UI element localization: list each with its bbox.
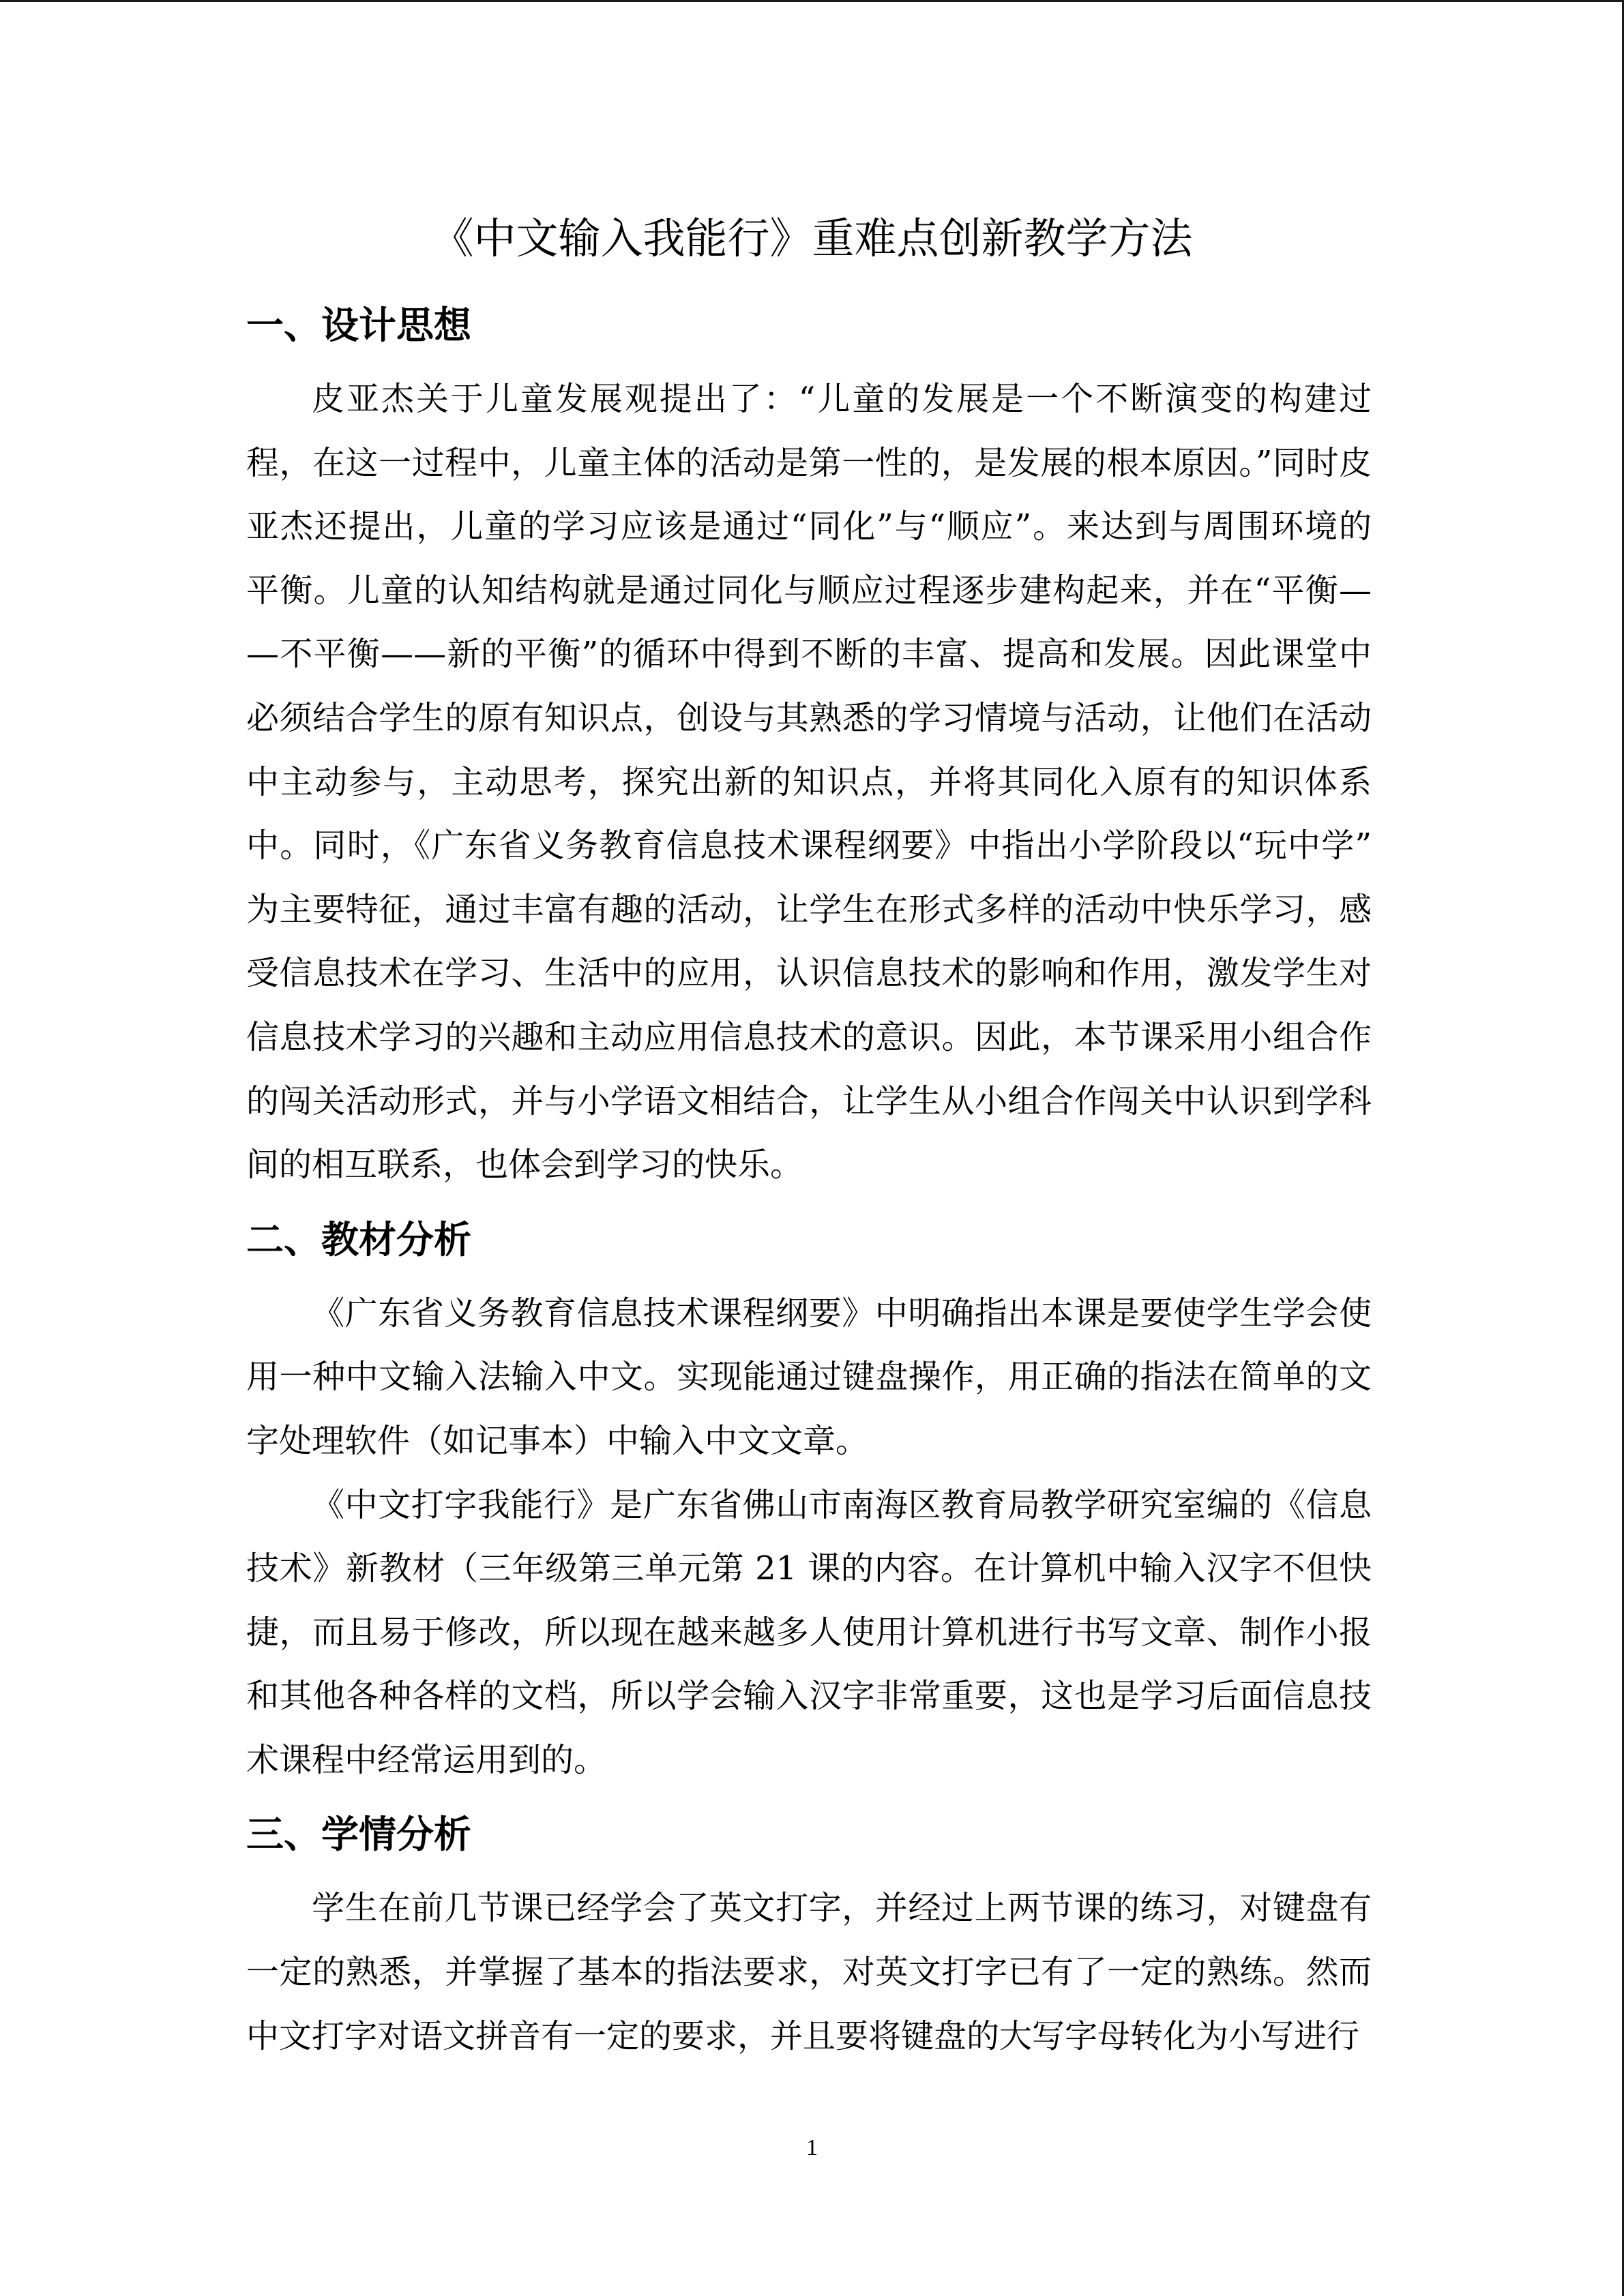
- paragraph-line: 中主动参与，主动思考，探究出新的知识点，并将其同化入原有的知识体系: [246, 762, 1372, 801]
- paragraph-line: 间的相互联系，也体会到学习的快乐。: [246, 1146, 803, 1184]
- section-heading: 三、学情分析: [246, 1813, 472, 1857]
- paragraph: [246, 1877, 1372, 2068]
- paragraph-line: 捷，而且易于修改，所以现在越来越多人使用计算机进行书写文章、制作小报: [246, 1613, 1372, 1652]
- paragraph-line: 《中文打字我能行》是广东省佛山市南海区教育局教学研究室编的《信息: [312, 1485, 1372, 1524]
- paragraph-line: 程，在这一过程中，儿童主体的活动是第一性的，是发展的根本原因。”同时皮: [246, 443, 1372, 482]
- paragraph-line: 学生在前几节课已经学会了英文打字，并经过上两节课的练习，对键盘有: [312, 1889, 1372, 1928]
- section-heading: 二、教材分析: [246, 1217, 472, 1262]
- paragraph-line: 信息技术学习的兴趣和主动应用信息技术的意识。因此，本节课采用小组合作: [246, 1017, 1372, 1056]
- paragraph: [246, 1282, 1372, 1474]
- section: [246, 1197, 1372, 1793]
- paragraph-line: 皮亚杰关于儿童发展观提出了：“儿童的发展是一个不断演变的构建过: [312, 380, 1372, 418]
- section: [246, 283, 1372, 1197]
- paragraph-line: 必须结合学生的原有知识点，创设与其熟悉的学习情境与活动，让他们在活动: [246, 698, 1372, 737]
- paragraph-line: 受信息技术在学习、生活中的应用，认识信息技术的影响和作用，激发学生对: [246, 954, 1372, 993]
- paragraph: [246, 368, 1372, 1197]
- paragraph-line: 字处理软件（如记事本）中输入中文文章。: [246, 1421, 869, 1460]
- page-number: 1: [806, 2135, 818, 2160]
- paragraph-line: —不平衡——新的平衡”的循环中得到不断的丰富、提高和发展。因此课堂中: [246, 635, 1372, 674]
- section: [246, 1792, 1372, 2068]
- paragraph-line: 用一种中文输入法输入中文。实现能通过键盘操作，用正确的指法在简单的文: [246, 1358, 1372, 1397]
- document-body: [246, 283, 1372, 2068]
- paragraph-line: 为主要特征，通过丰富有趣的活动，让学生在形式多样的活动中快乐学习，感: [246, 890, 1372, 929]
- paragraph-line: 中。同时，《广东省义务教育信息技术课程纲要》中指出小学阶段以“玩中学”: [246, 826, 1372, 865]
- paragraph-line: 平衡。儿童的认知结构就是通过同化与顺应过程逐步建构起来，并在“平衡—: [246, 571, 1372, 610]
- paragraph: [246, 1474, 1372, 1793]
- paragraph-line: 亚杰还提出，儿童的学习应该是通过“同化”与“顺应”。来达到与周围环境的: [246, 507, 1372, 546]
- paragraph-line: 中文打字对语文拼音有一定的要求，并且要将键盘的大写字母转化为小写进行: [246, 2016, 1360, 2055]
- paragraph-line: 和其他各种各样的文档，所以学会输入汉字非常重要，这也是学习后面信息技: [246, 1677, 1372, 1716]
- paragraph-line: 的闯关活动形式，并与小学语文相结合，让学生从小组合作闯关中认识到学科: [246, 1082, 1372, 1120]
- document-title: 《中文输入我能行》重难点创新教学方法: [431, 213, 1193, 263]
- paragraph-line: 术课程中经常运用到的。: [246, 1740, 607, 1779]
- paragraph-line: 技术》新教材（三年级第三单元第 21 课的内容。在计算机中输入汉字不但快: [246, 1549, 1372, 1588]
- paragraph-line: 一定的熟悉，并掌握了基本的指法要求，对英文打字已有了一定的熟练。然而: [246, 1953, 1372, 1992]
- section-heading: 一、设计思想: [246, 303, 472, 347]
- paragraph-line: 《广东省义务教育信息技术课程纲要》中明确指出本课是要使学生学会使: [312, 1294, 1372, 1332]
